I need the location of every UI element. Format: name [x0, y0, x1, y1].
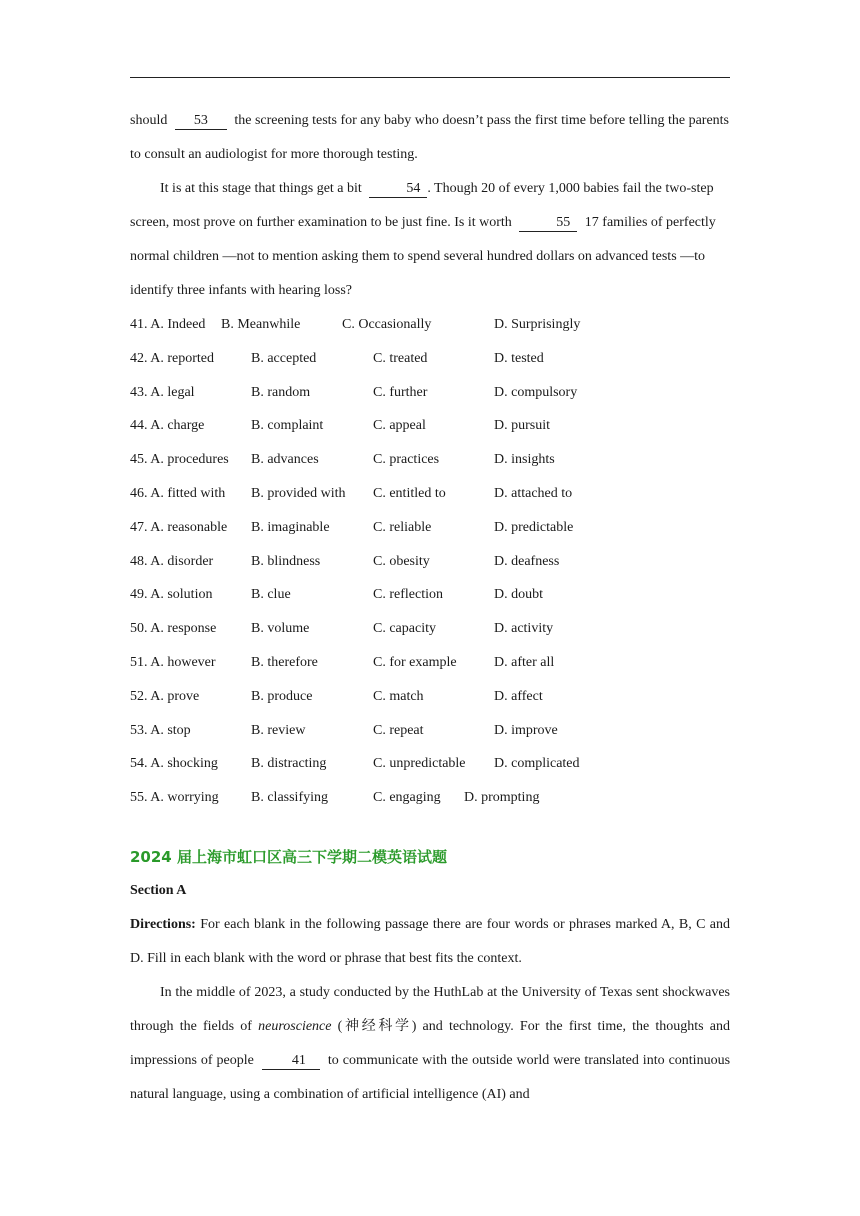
option-row-51: [130, 646, 730, 680]
option-a: 43. A. legal: [130, 384, 195, 400]
option-c: C. treated: [373, 350, 428, 366]
option-d: D. affect: [494, 688, 543, 704]
blank-55: 55: [519, 215, 577, 232]
text: In the middle of 2023, a study conducted by the HuthLab at the University of Texas sent shockwaves through the fields of: [130, 984, 730, 1034]
text: should: [130, 113, 168, 128]
option-c: C. reflection: [373, 587, 443, 603]
option-b: B. therefore: [251, 654, 318, 670]
option-b: B. produce: [251, 688, 313, 704]
option-a: 46. A. fitted with: [130, 485, 226, 501]
option-c: C. capacity: [373, 621, 436, 637]
option-d: D. doubt: [494, 587, 543, 603]
option-b: B. imaginable: [251, 519, 330, 535]
option-d: D. activity: [494, 621, 554, 637]
text: (神经科学) and technology. For the first time, the thoughts and impressions of people: [130, 1018, 731, 1068]
section-label: [130, 874, 730, 908]
option-a: 48. A. disorder: [130, 553, 214, 569]
option-row-55: [130, 781, 730, 815]
option-d: D. after all: [494, 654, 555, 670]
option-c: C. entitled to: [373, 485, 446, 501]
text: the screening tests for any baby who doesn’t pass the first time before telling the parents to consult an audiologist for more thorough testing.: [130, 113, 730, 162]
option-d: D. Surprisingly: [494, 317, 581, 332]
option-b: B. provided with: [251, 485, 346, 501]
option-c: C. practices: [373, 452, 440, 468]
option-d: D. improve: [494, 722, 558, 738]
option-a: 53. A. stop: [130, 722, 191, 738]
option-b: B. advances: [251, 452, 319, 468]
option-b: B. random: [251, 384, 311, 400]
option-d: D. attached to: [494, 485, 573, 501]
option-a: 42. A. reported: [130, 350, 214, 366]
blank-53: 53: [175, 113, 227, 130]
directions-label: Directions:: [130, 916, 196, 932]
option-d: D. deafness: [494, 553, 560, 569]
option-a: 44. A. charge: [130, 418, 205, 434]
option-row-50: [130, 612, 730, 646]
option-d: D. pursuit: [494, 418, 550, 434]
directions: [130, 908, 730, 976]
option-row-48: [130, 545, 730, 579]
option-row-46: [130, 477, 730, 511]
passage-paragraph-3: [130, 976, 730, 1112]
option-b: B. Meanwhile: [221, 317, 301, 332]
passage-paragraph-1: [130, 104, 730, 172]
option-row-43: [130, 376, 730, 410]
option-c: C. reliable: [373, 519, 432, 535]
option-b: B. review: [251, 722, 306, 738]
option-d: D. predictable: [494, 519, 574, 535]
option-c: C. unpredictable: [373, 756, 466, 772]
option-a: 50. A. response: [130, 621, 217, 637]
option-d: D. prompting: [464, 790, 540, 806]
document-page: [130, 104, 730, 1112]
option-d: D. compulsory: [494, 384, 578, 400]
option-a: 52. A. prove: [130, 688, 200, 704]
option-a: 54. A. shocking: [130, 756, 218, 772]
option-row-47: [130, 511, 730, 545]
option-c: C. appeal: [373, 418, 426, 434]
option-a: 51. A. however: [130, 654, 216, 670]
option-row-41: [130, 308, 730, 342]
option-b: B. distracting: [251, 756, 327, 772]
option-b: B. accepted: [251, 350, 317, 366]
option-row-49: [130, 578, 730, 612]
option-a: 55. A. worrying: [130, 790, 219, 806]
option-c: C. obesity: [373, 553, 430, 569]
option-row-42: [130, 342, 730, 376]
italic-term: neuroscience: [258, 1018, 332, 1034]
option-d: D. insights: [494, 452, 555, 468]
option-b: B. blindness: [251, 553, 321, 569]
text: . Though 20 of every 1,000 babies fail the two-step screen, most prove on further examination to be just fine. Is it worth: [130, 181, 714, 230]
directions-text: For each blank in the following passage there are four words or phrases marked A, B, C and D. Fill in each blank with the word or phrase that best fits the context.: [130, 916, 731, 966]
option-c: C. match: [373, 688, 424, 704]
option-a: 49. A. solution: [130, 587, 213, 603]
text: It is at this stage that things get a bit: [160, 181, 362, 196]
blank-54: 54: [369, 181, 427, 198]
option-c: C. for example: [373, 654, 457, 670]
option-d: D. tested: [494, 350, 544, 366]
options-list: [130, 308, 730, 815]
option-d: D. complicated: [494, 756, 580, 772]
option-row-53: [130, 714, 730, 748]
option-c: C. Occasionally: [342, 317, 432, 332]
option-c: C. engaging: [373, 790, 441, 806]
option-row-44: [130, 409, 730, 443]
header-rule: [130, 77, 730, 78]
option-row-52: [130, 680, 730, 714]
exam-title: 2024 届上海市虹口区高三下学期二模英语试题: [130, 847, 447, 866]
option-row-45: [130, 443, 730, 477]
option-c: C. further: [373, 384, 428, 400]
option-a: 47. A. reasonable: [130, 519, 228, 535]
option-b: B. clue: [251, 587, 291, 603]
text: to communicate with the outside world were translated into continuous natural language, using a combination of artificial intelligence (AI) and: [130, 1052, 731, 1102]
option-row-54: [130, 747, 730, 781]
text: 17 families of perfectly normal children —not to mention asking them to spend several hundred dollars on advanced tests —to identify three infants with hearing loss?: [130, 215, 716, 298]
option-a: 41. A. Indeed: [130, 317, 206, 332]
blank-41: 41: [262, 1053, 320, 1070]
option-c: C. repeat: [373, 722, 424, 738]
option-b: B. classifying: [251, 790, 328, 806]
option-a: 45. A. procedures: [130, 452, 229, 468]
option-b: B. complaint: [251, 418, 324, 434]
passage-paragraph-2: [130, 172, 730, 308]
option-b: B. volume: [251, 621, 310, 637]
section-label-text: Section A: [130, 882, 187, 898]
